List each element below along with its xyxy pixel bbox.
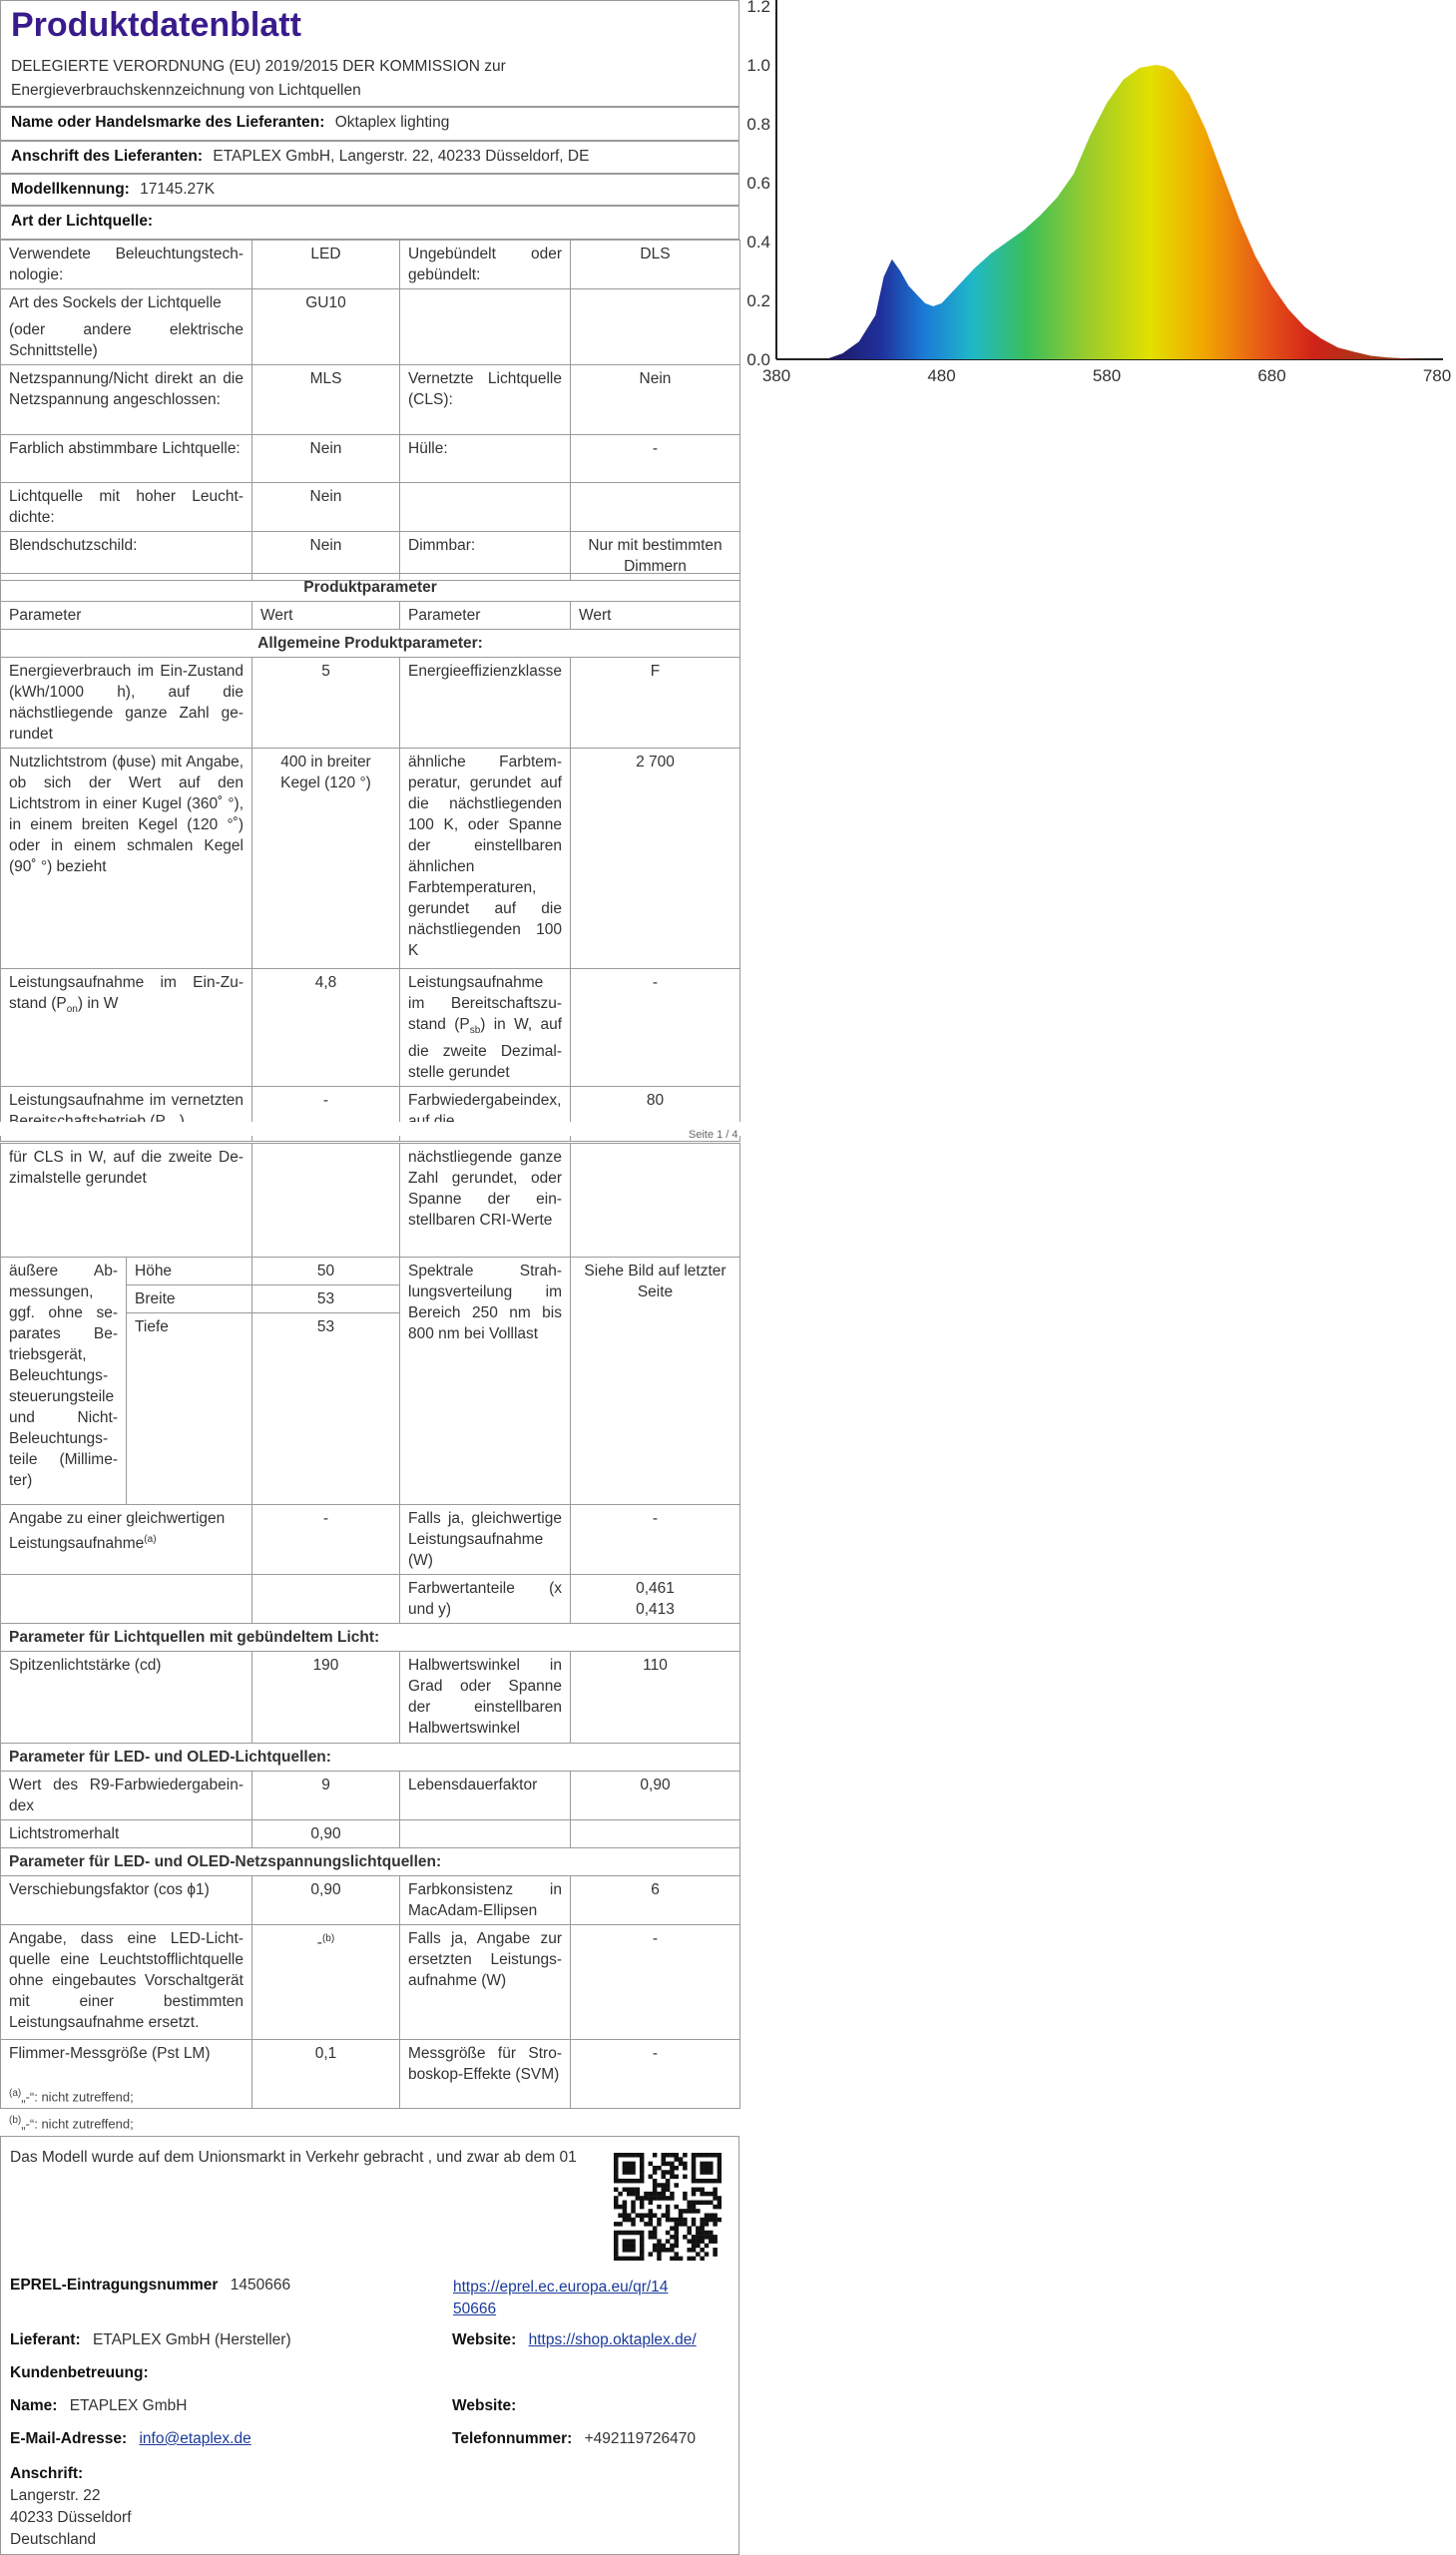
lightsource-type-heading	[0, 206, 739, 240]
antiglare-label: Blendschutzschild:	[1, 532, 252, 581]
table-row	[1, 1820, 740, 1848]
y-tick-label: 0.0	[746, 350, 770, 369]
empty-cell	[571, 289, 740, 365]
table-row	[1, 658, 740, 749]
stroboscopic-value: -	[571, 2040, 740, 2109]
equivalent-power-w-value: -	[571, 1505, 740, 1575]
table-row	[1, 574, 740, 602]
mains-params-heading: Parameter für LED- und OLED-Netzspannungslichtquellen:	[1, 1848, 740, 1876]
networked-standby-label: Leistungsaufnahme im vernetzten	[1, 1087, 252, 1142]
height-value: 50	[252, 1258, 400, 1285]
empty-cell	[571, 483, 740, 532]
cri-value: 80	[571, 1087, 740, 1142]
phone-row	[452, 2430, 696, 2448]
params-table	[0, 573, 740, 1142]
standby-power-label: Leistungsaufnahme im Bereitschaftszustand $(P_{sb})$ in W, auf die zweite Dezimalstelle gerundet	[400, 969, 571, 1087]
address-line: Langerstr. 22	[10, 2487, 101, 2504]
high-luminance-value: Nein	[252, 483, 400, 532]
directional-value: DLS	[571, 241, 740, 289]
y-tick-label: 0.6	[746, 174, 770, 193]
model-value: 17145.27K	[140, 181, 216, 198]
email-row	[10, 2430, 251, 2448]
depth-label: Tiefe	[127, 1313, 252, 1505]
table-row	[1, 630, 740, 658]
energy-class-value: F	[571, 658, 740, 749]
supplier-label: Lieferant:	[10, 2331, 81, 2348]
page-title: Produktdatenblatt	[11, 6, 301, 44]
y-tick-label: 0.8	[746, 115, 770, 134]
general-params-heading: Allgemeine Produktparameter:	[1, 630, 740, 658]
model-row	[0, 174, 739, 206]
envelope-label: Hülle:	[400, 435, 571, 483]
spectral-label: Spektrale Strahlungsverteilung im Bereich 250 nm bis 800 nm bei Volllast	[400, 1258, 571, 1505]
tunable-value: Nein	[252, 435, 400, 483]
networked-standby-label-cont: für CLS in W, auf die zweite Dezimalstelle gerundet	[1, 1144, 252, 1258]
on-mode-power-value: 4,8	[252, 969, 400, 1087]
table-row	[1, 1624, 740, 1652]
address-line: Deutschland	[10, 2531, 97, 2548]
x-tick-label: 480	[927, 366, 956, 385]
empty-cell	[400, 1820, 571, 1848]
y-tick-label: 1.0	[746, 56, 770, 75]
energy-class-label: Energieeffizienzklasse	[400, 658, 571, 749]
cap-value: GU10	[252, 289, 400, 365]
energy-consumption-label: Energieverbrauch im Ein-Zustand (kWh/1000 h), auf die nächstliegende ganze Zahl gerundet	[1, 658, 252, 749]
column-header: Parameter	[400, 602, 571, 630]
table-row	[1, 1652, 740, 1744]
directional-params-heading: Parameter für Lichtquellen mit gebündeltem Licht:	[1, 1624, 740, 1652]
spectrum-area	[826, 65, 1437, 359]
high-luminance-label: Lichtquelle mit hoher Leuchtdichte:	[1, 483, 252, 532]
mains-label: Netzspannung/Nicht direkt an die Netzspannung angeschlossen:	[1, 365, 252, 435]
survival-factor-value: 0,90	[571, 1772, 740, 1820]
x-tick-label: 380	[761, 366, 791, 385]
chromaticity-x: 0,461	[636, 1580, 675, 1597]
chart-plot-area	[826, 65, 1437, 359]
table-row	[1, 1575, 740, 1624]
antiglare-value: Nein	[252, 532, 400, 581]
equivalent-power-label: Angabe zu einer gleichwertigen Leistungsaufnahme$^{(a)}$	[1, 1505, 252, 1575]
eprel-link[interactable]	[453, 2277, 668, 2320]
empty-cell	[571, 1820, 740, 1848]
website-link[interactable]: https://shop.oktaplex.de/	[528, 2331, 697, 2348]
tech-value: LED	[252, 241, 400, 289]
params-heading: Produktparameter	[1, 574, 740, 602]
supplier-value: ETAPLEX GmbH (Hersteller)	[92, 2331, 291, 2348]
eprel-link-line2[interactable]: 50666	[453, 2300, 497, 2317]
phone-value: +492119726470	[584, 2430, 696, 2447]
luminous-flux-value: 400 in breiter Kegel (120 °)	[252, 749, 400, 969]
contact-name-row	[10, 2397, 187, 2415]
qr-code-image	[614, 2153, 722, 2261]
address-block	[10, 2463, 132, 2551]
table-row	[1, 1258, 740, 1285]
depth-value: 53	[252, 1313, 400, 1505]
dimensions-label: äußere Abmessungen, ggf. ohne separates Betriebsgerät, Beleuchtungssteuerungsteile und Nicht-Beleuchtungsteile (Millimeter)	[1, 1258, 127, 1505]
table-row	[1, 602, 740, 630]
y-tick-label: 0.4	[746, 233, 770, 252]
stroboscopic-label: Messgröße für Stroboskop-Effekte (SVM)	[400, 2040, 571, 2109]
luminous-flux-label: Nutzlichtstrom (ϕuse) mit Angabe, ob sich der Wert auf den Lichtstrom in einer Kugel (360˚ °), in einem breiten Kegel (120 °˚) oder in einem schmalen Kegel (90˚ °) bezieht	[1, 749, 252, 969]
empty-cell	[252, 1144, 400, 1258]
r9-label: Wert des R9-Farbwiedergabeindex	[1, 1772, 252, 1820]
eprel-row	[10, 2277, 290, 2295]
page-number: Seite 1 / 4	[689, 1129, 738, 1141]
dimmable-label: Dimmbar:	[400, 532, 571, 581]
empty-cell	[252, 1575, 400, 1624]
chromaticity-y: 0,413	[636, 1601, 675, 1618]
email-link[interactable]: info@etaplex.de	[139, 2430, 251, 2447]
fluorescent-replacement-label: Angabe, dass eine LED-Lichtquelle eine Leuchtstofflichtquelle ohne eingebautes Vorschaltgerät mit einer bestimmten Leistungsaufnahme ersetzt.	[1, 1925, 252, 2040]
displacement-factor-value: 0,90	[252, 1876, 400, 1925]
supplier-address-row	[0, 141, 739, 174]
empty-cell	[400, 289, 571, 365]
table-row	[1, 969, 740, 1087]
y-tick-label: 0.2	[746, 291, 770, 310]
x-tick-label: 780	[1422, 366, 1452, 385]
mains-value: MLS	[252, 365, 400, 435]
table-row	[1, 1925, 740, 2040]
column-header: Parameter	[1, 602, 252, 630]
address-line: 40233 Düsseldorf	[10, 2509, 132, 2526]
cri-label-cont: nächstliegende ganze Zahl gerundet, oder Spanne der einstellbaren CRI-Werte	[400, 1144, 571, 1258]
cap-label-line: Art des Sockels der Lichtquelle	[9, 294, 222, 311]
table-row	[1, 365, 740, 435]
envelope-value: -	[571, 435, 740, 483]
footnote-b: $^{(b)}$„-“: nicht zutreffend;	[9, 2115, 134, 2132]
replaced-power-value: -	[571, 1925, 740, 2040]
table-row	[1, 435, 740, 483]
website-row	[452, 2331, 697, 2349]
supplier-address-value: ETAPLEX GmbH, Langerstr. 22, 40233 Düsseldorf, DE	[213, 148, 590, 165]
lumen-maintenance-value: 0,90	[252, 1820, 400, 1848]
survival-factor-label: Lebensdauerfaktor	[400, 1772, 571, 1820]
contact-website-label: Website:	[452, 2397, 517, 2414]
qr-code	[614, 2153, 722, 2261]
standby-power-value: -	[571, 969, 740, 1087]
empty-cell	[400, 483, 571, 532]
height-label: Höhe	[127, 1258, 252, 1285]
table-row	[1, 483, 740, 532]
peak-intensity-label: Spitzenlichtstärke (cd)	[1, 1652, 252, 1744]
dimmable-value: Nur mit bestimmten Dimmern	[571, 532, 740, 581]
supplier-name-row	[0, 107, 739, 141]
email-label: E-Mail-Adresse:	[10, 2430, 128, 2447]
directional-label: Ungebündelt oder gebündelt:	[400, 241, 571, 289]
table-row	[1, 1505, 740, 1575]
tech-label: Verwendete Beleuchtungstechnologie:	[1, 241, 252, 289]
colour-consistency-value: 6	[571, 1876, 740, 1925]
contact-name-label: Name:	[10, 2397, 58, 2414]
r9-value: 9	[252, 1772, 400, 1820]
table-row	[1, 1848, 740, 1876]
spectrum-chart	[738, 0, 1456, 399]
params-table-continued	[0, 1143, 740, 2109]
displacement-factor-label: Verschiebungsfaktor (cos ϕ1)	[1, 1876, 252, 1925]
customer-care-label: Kundenbetreuung:	[10, 2364, 149, 2381]
phone-label: Telefonnummer:	[452, 2430, 573, 2447]
tunable-label: Farblich abstimmbare Lichtquelle:	[1, 435, 252, 483]
cap-label-note: (oder andere elektrische Schnittstelle)	[9, 321, 243, 359]
column-header: Wert	[252, 602, 400, 630]
website-label: Website:	[452, 2331, 517, 2348]
column-header: Wert	[571, 602, 740, 630]
cls-label: Vernetzte Lichtquelle (CLS):	[400, 365, 571, 435]
cap-label	[1, 289, 252, 365]
cri-label: Farbwiedergabeindex,	[400, 1087, 571, 1142]
table-row	[1, 1876, 740, 1925]
header-box	[0, 0, 739, 107]
table-row	[1, 1772, 740, 1820]
model-label: Modellkennung:	[11, 181, 130, 198]
eprel-label: EPREL-Eintragungsnummer	[10, 2277, 219, 2294]
x-tick-label: 680	[1257, 366, 1286, 385]
color-temp-label: ähnliche Farbtemperatur, gerundet auf die nächstliegenden 100 K, oder Spanne der einstellbaren ähnlichen Farbtemperaturen, gerundet auf die nächstliegenden 100 K	[400, 749, 571, 969]
color-temp-value: 2 700	[571, 749, 740, 969]
flicker-label: Flimmer-Messgröße (Pst LM)	[1, 2040, 252, 2109]
flicker-value: 0,1	[252, 2040, 400, 2109]
footnote-a: $^{(a)}$„-“: nicht zutreffend;	[9, 2088, 134, 2105]
page-break	[0, 1122, 758, 1136]
supplier-row	[10, 2331, 291, 2349]
table-row	[1, 241, 740, 289]
lightsource-table	[0, 240, 740, 581]
empty-cell	[1, 1575, 252, 1624]
address-label: Anschrift:	[10, 2465, 84, 2482]
replaced-power-label: Falls ja, Angabe zur ersetzten Leistungsaufnahme (W)	[400, 1925, 571, 2040]
supplier-name-value: Oktaplex lighting	[334, 114, 450, 131]
equivalent-power-w-label: Falls ja, gleichwertige Leistungsaufnahme (W)	[400, 1505, 571, 1575]
lumen-maintenance-label: Lichtstromerhalt	[1, 1820, 252, 1848]
table-row	[1, 1744, 740, 1772]
networked-standby-value: -	[252, 1087, 400, 1142]
contact-name-value: ETAPLEX GmbH	[69, 2397, 188, 2414]
chromaticity-label: Farbwertanteile (x und y)	[400, 1575, 571, 1624]
led-params-heading: Parameter für LED- und OLED-Lichtquellen:	[1, 1744, 740, 1772]
market-text: Das Modell wurde auf dem Unionsmarkt in Verkehr gebracht , und zwar ab dem 01	[10, 2149, 577, 2166]
y-tick-label: 1.2	[746, 0, 770, 16]
eprel-value: 1450666	[230, 2277, 291, 2294]
beam-angle-label: Halbwertswinkel in Grad oder Spanne der einstellbaren Halbwertswinkel	[400, 1652, 571, 1744]
width-value: 53	[252, 1285, 400, 1313]
supplier-name-label: Name oder Handelsmarke des Lieferanten:	[11, 114, 325, 131]
peak-intensity-value: 190	[252, 1652, 400, 1744]
footer-box	[0, 2136, 739, 2555]
fluorescent-replacement-value: -$^{(b)}$	[252, 1925, 400, 2040]
lightsource-type-label: Art der Lichtquelle:	[11, 213, 154, 230]
width-label: Breite	[127, 1285, 252, 1313]
table-row	[1, 289, 740, 365]
x-tick-label: 580	[1092, 366, 1122, 385]
eprel-link-line1[interactable]: https://eprel.ec.europa.eu/qr/14	[453, 2279, 669, 2296]
chromaticity-value	[571, 1575, 740, 1624]
regulation-text: DELEGIERTE VERORDNUNG (EU) 2019/2015 DER KOMMISSION zur Energieverbrauchskennzeichnung von Lichtquellen	[11, 58, 506, 99]
table-row	[1, 1144, 740, 1258]
table-row	[1, 749, 740, 969]
energy-consumption-value: 5	[252, 658, 400, 749]
empty-cell	[571, 1144, 740, 1258]
colour-consistency-label: Farbkonsistenz in MacAdam-Ellipsen	[400, 1876, 571, 1925]
on-mode-power-label: Leistungsaufnahme im Ein-Zustand $(P_{on})$ in W	[1, 969, 252, 1087]
equivalent-power-value: -	[252, 1505, 400, 1575]
supplier-address-label: Anschrift des Lieferanten:	[11, 148, 204, 165]
spectral-value: Siehe Bild auf letzter Seite	[571, 1258, 740, 1505]
cls-value: Nein	[571, 365, 740, 435]
beam-angle-value: 110	[571, 1652, 740, 1744]
